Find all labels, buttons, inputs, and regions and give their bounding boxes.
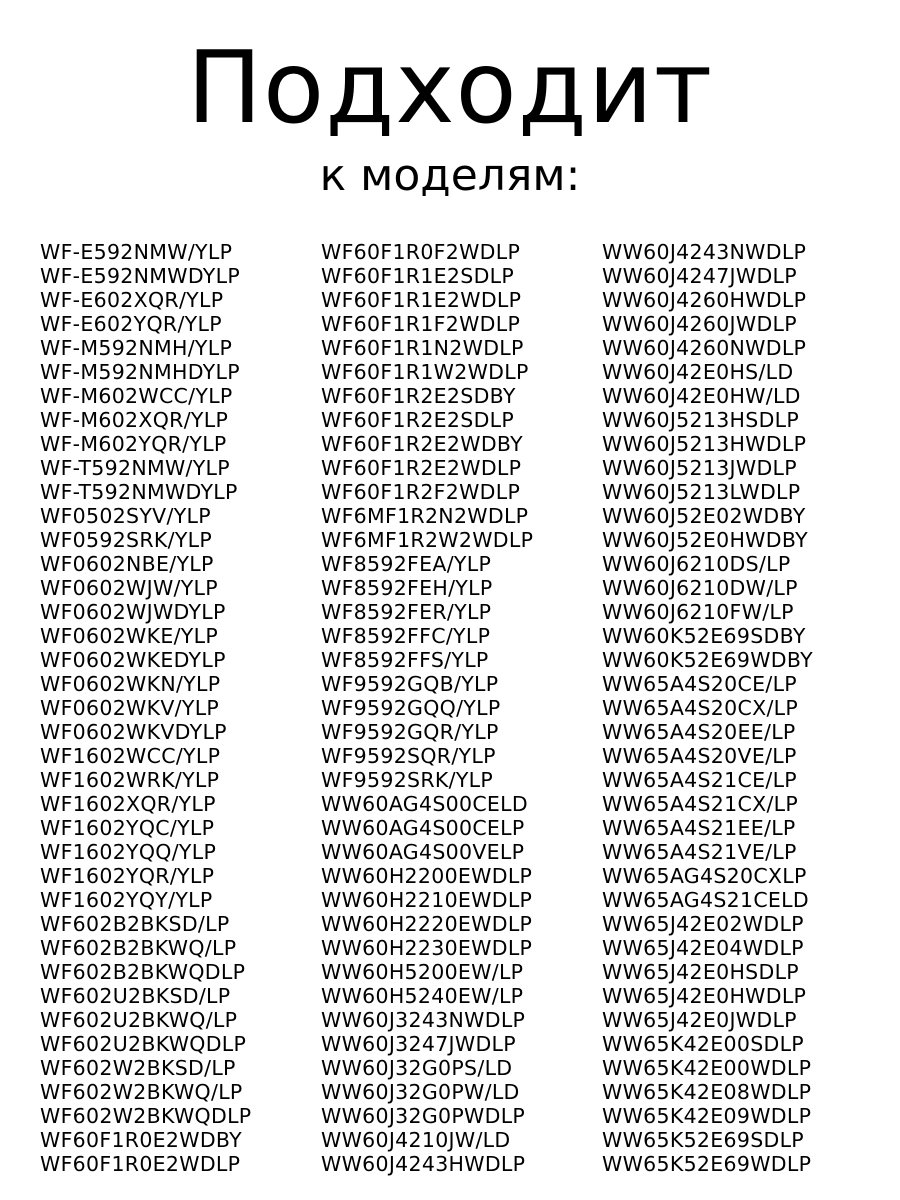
model-item: WF1602YQC/YLP <box>40 816 215 840</box>
model-item: WW60J4260NWDLP <box>602 336 807 360</box>
model-item: WW65AG4S21CELD <box>602 888 809 912</box>
model-item: WF0602WKV/YLP <box>40 696 220 720</box>
model-item: WW60J4260JWDLP <box>602 312 797 336</box>
model-item: WF602U2BKWQDLP <box>40 1032 247 1056</box>
model-item: WF-T592NMWDYLP <box>40 480 238 504</box>
model-item: WF-M592NMH/YLP <box>40 336 233 360</box>
model-item: WW60J5213LWDLP <box>602 480 801 504</box>
model-item: WW65A4S20CE/LP <box>602 672 797 696</box>
model-item: WW60J52E0HWDBY <box>602 528 808 552</box>
model-item: WW60J32G0PWDLP <box>321 1104 526 1128</box>
model-item: WW60J3247JWDLP <box>321 1032 516 1056</box>
model-item: WF602B2BKSD/LP <box>40 912 230 936</box>
model-item: WW65K42E00SDLP <box>602 1032 804 1056</box>
model-item: WW60J6210FW/LP <box>602 600 794 624</box>
model-item: WW60H5200EW/LP <box>321 960 524 984</box>
model-item: WF0602WKE/YLP <box>40 624 219 648</box>
model-item: WW65A4S21VE/LP <box>602 840 797 864</box>
model-item: WW60J42E0HS/LD <box>602 360 794 384</box>
model-item: WF9592GQB/YLP <box>321 672 499 696</box>
model-item: WF602U2BKWQ/LP <box>40 1008 238 1032</box>
model-item: WF602U2BKSD/LP <box>40 984 231 1008</box>
model-item: WF1602XQR/YLP <box>40 792 216 816</box>
model-item: WF8592FEA/YLP <box>321 552 492 576</box>
model-item: WW60H2210EWDLP <box>321 888 533 912</box>
model-item: WF60F1R1E2SDLP <box>321 264 515 288</box>
model-item: WW60K52E69WDBY <box>602 648 813 672</box>
model-item: WW60J6210DS/LP <box>602 552 791 576</box>
model-item: WW60J4247JWDLP <box>602 264 797 288</box>
model-item: WF0592SRK/YLP <box>40 528 213 552</box>
model-item: WW60J4260HWDLP <box>602 288 807 312</box>
model-item: WF8592FFC/YLP <box>321 624 491 648</box>
model-item: WW65A4S20CX/LP <box>602 696 799 720</box>
model-item: WW60J4243NWDLP <box>602 240 807 264</box>
model-item: WF-M602WCC/YLP <box>40 384 233 408</box>
model-item: WW60J3243NWDLP <box>321 1008 526 1032</box>
model-item: WF8592FEH/YLP <box>321 576 493 600</box>
model-item: WW65K42E09WDLP <box>602 1104 812 1128</box>
model-item: WF8592FER/YLP <box>321 600 492 624</box>
model-item: WW65J42E02WDLP <box>602 912 804 936</box>
model-item: WW60AG4S00VELP <box>321 840 525 864</box>
model-item: WF0502SYV/YLP <box>40 504 211 528</box>
model-list <box>40 240 890 1190</box>
model-item: WW60J52E02WDBY <box>602 504 806 528</box>
model-item: WW60J42E0HW/LD <box>602 384 801 408</box>
model-item: WW60H2200EWDLP <box>321 864 533 888</box>
model-item: WF60F1R2F2WDLP <box>321 480 521 504</box>
model-item: WW60J6210DW/LP <box>602 576 798 600</box>
model-item: WF9592GQR/YLP <box>321 720 499 744</box>
model-item: WF-E592NMW/YLP <box>40 240 233 264</box>
model-item: WW65A4S21EE/LP <box>602 816 796 840</box>
model-item: WW65AG4S20CXLP <box>602 864 807 888</box>
model-item: WF60F1R1F2WDLP <box>321 312 521 336</box>
model-item: WF602B2BKWQ/LP <box>40 936 237 960</box>
model-item: WF602W2BKSD/LP <box>40 1056 236 1080</box>
model-item: WF9592SRK/YLP <box>321 768 494 792</box>
model-item: WF60F1R2E2WDBY <box>321 432 523 456</box>
model-item: WW60J5213HWDLP <box>602 432 807 456</box>
model-item: WF60F1R2E2SDLP <box>321 408 515 432</box>
model-item: WW65A4S20VE/LP <box>602 744 797 768</box>
model-column-2 <box>321 240 533 1176</box>
model-item: WW65A4S21CX/LP <box>602 792 799 816</box>
model-item: WF60F1R2E2WDLP <box>321 456 522 480</box>
model-item: WW60H2230EWDLP <box>321 936 533 960</box>
model-item: WF0602WJW/YLP <box>40 576 218 600</box>
model-item: WW65K42E00WDLP <box>602 1056 812 1080</box>
model-item: WF1602YQY/YLP <box>40 888 213 912</box>
model-item: WF60F1R1N2WDLP <box>321 336 524 360</box>
model-item: WW60J5213HSDLP <box>602 408 800 432</box>
model-item: WW60K52E69SDBY <box>602 624 806 648</box>
model-item: WF6MF1R2N2WDLP <box>321 504 529 528</box>
model-item: WF60F1R1W2WDLP <box>321 360 529 384</box>
model-item: WF0602WKN/YLP <box>40 672 221 696</box>
model-item: WW60J32G0PW/LD <box>321 1080 520 1104</box>
model-item: WF-E592NMWDYLP <box>40 264 241 288</box>
model-item: WF8592FFS/YLP <box>321 648 489 672</box>
model-item: WW65A4S20EE/LP <box>602 720 796 744</box>
model-item: WF9592SQR/YLP <box>321 744 496 768</box>
model-item: WF602W2BKWQDLP <box>40 1104 252 1128</box>
model-item: WF-M602YQR/YLP <box>40 432 227 456</box>
page-title: Подходит <box>186 29 714 146</box>
model-item: WW60H5240EW/LP <box>321 984 524 1008</box>
model-item: WW60J32G0PS/LD <box>321 1056 513 1080</box>
model-item: WW65K52E69SDLP <box>602 1128 804 1152</box>
model-item: WF-M602XQR/YLP <box>40 408 229 432</box>
model-item: WF1602WCC/YLP <box>40 744 221 768</box>
model-item: WF0602WKVDYLP <box>40 720 227 744</box>
model-item: WW65J42E0JWDLP <box>602 1008 797 1032</box>
model-item: WW60J4210JW/LD <box>321 1128 511 1152</box>
model-item: WF-M592NMHDYLP <box>40 360 240 384</box>
model-item: WF6MF1R2W2WDLP <box>321 528 534 552</box>
model-item: WF1602YQQ/YLP <box>40 840 217 864</box>
model-item: WW65K42E08WDLP <box>602 1080 812 1104</box>
model-item: WW60J4243HWDLP <box>321 1152 526 1176</box>
model-item: WF60F1R2E2SDBY <box>321 384 516 408</box>
model-item: WF602B2BKWQDLP <box>40 960 246 984</box>
model-item: WW60H2220EWDLP <box>321 912 533 936</box>
model-item: WF0602WJWDYLP <box>40 600 226 624</box>
model-item: WF1602YQR/YLP <box>40 864 215 888</box>
model-item: WF60F1R1E2WDLP <box>321 288 522 312</box>
page-subtitle: к моделям: <box>319 150 581 201</box>
model-item: WF-T592NMW/YLP <box>40 456 230 480</box>
model-item: WW65A4S21CE/LP <box>602 768 797 792</box>
model-item: WW65J42E0HSDLP <box>602 960 799 984</box>
model-item: WW60AG4S00CELD <box>321 792 528 816</box>
model-item: WW65J42E0HWDLP <box>602 984 807 1008</box>
model-item: WW65J42E04WDLP <box>602 936 804 960</box>
model-item: WF602W2BKWQ/LP <box>40 1080 243 1104</box>
model-column-3 <box>602 240 813 1176</box>
model-column-1 <box>40 240 251 1176</box>
model-item: WF-E602XQR/YLP <box>40 288 224 312</box>
model-item: WW60J5213JWDLP <box>602 456 797 480</box>
model-item: WF0602WKEDYLP <box>40 648 226 672</box>
model-item: WW65K52E69WDLP <box>602 1152 812 1176</box>
model-item: WF60F1R0F2WDLP <box>321 240 521 264</box>
model-item: WF1602WRK/YLP <box>40 768 220 792</box>
model-item: WF60F1R0E2WDBY <box>40 1128 242 1152</box>
model-item: WF9592GQQ/YLP <box>321 696 501 720</box>
model-item: WF0602NBE/YLP <box>40 552 214 576</box>
model-item: WF60F1R0E2WDLP <box>40 1152 241 1176</box>
model-item: WW60AG4S00CELP <box>321 816 525 840</box>
model-item: WF-E602YQR/YLP <box>40 312 222 336</box>
